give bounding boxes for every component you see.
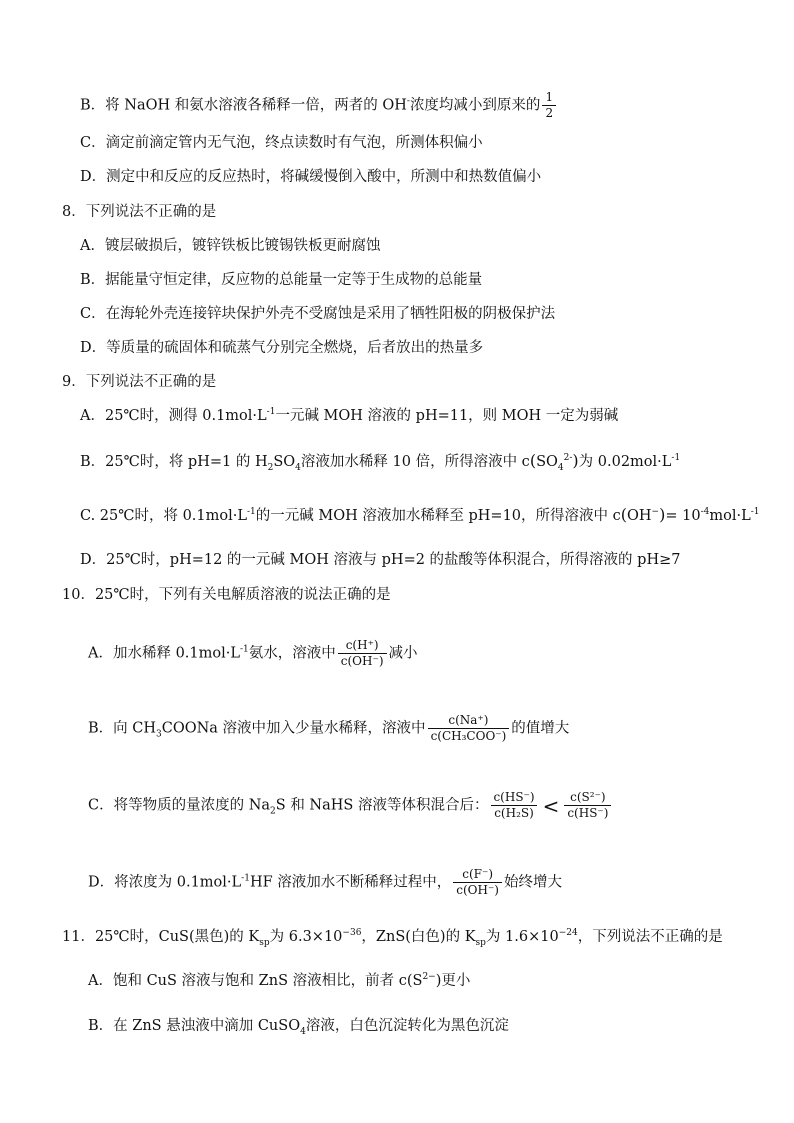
q7-option-c: C．滴定前滴定管内无气泡，终点读数时有气泡，所测体积偏小 xyxy=(80,135,483,151)
fraction-hs-over-h2s: $\frac{c(HS^-)}{\text{c(H₂S)}}$ xyxy=(490,790,537,821)
fraction-f-over-oh: $\frac{c(F^-)}{c(OH^-)}$ xyxy=(453,867,502,898)
q10-option-c: C．将等物质的量浓度的 $Na_2S$ 和 NaHS 溶液等体积混合后： $\frac{c(HS^-)}{\text{c(H₂S)}}$ < $\frac{\text{c(S²⁻)}}{c(HS^-)}$ xyxy=(88,790,613,821)
q8-stem: 8．下列说法不正确的是 xyxy=(62,204,217,220)
q8-option-a: A．镀层破损后，镀锌铁板比镀锡铁板更耐腐蚀 xyxy=(80,238,381,254)
q8-option-b: B．据能量守恒定律，反应物的总能量一定等于生成物的总能量 xyxy=(80,272,483,288)
q9-option-d: D．25℃时，pH=12 的一元碱 MOH 溶液与 pH=2 的盐酸等体积混合，所得溶液的 pH≥7 xyxy=(80,552,681,568)
less-than-sign: < xyxy=(542,793,560,818)
q9-stem: 9．下列说法不正确的是 xyxy=(62,374,217,390)
q8-option-c: C．在海轮外壳连接锌块保护外壳不受腐蚀是采用了牺牲阳极的阴极保护法 xyxy=(80,306,556,322)
fraction-na-over-acetate: $\frac{c(Na^+)}{\text{c(CH₃COO⁻)}}$ xyxy=(428,713,510,744)
q7-option-b: B．将 NaOH 和氨水溶液各稀释一倍，两者的 OH-浓度均减小到原来的 $\frac{1}{2}$ xyxy=(80,90,558,121)
q9-option-c: C. 25℃时，将 $0.1mol\cdot L^{-1}$的一元碱 MOH 溶液加水稀释至 pH=10，所得溶液中 $c(OH^-)= 10^{-4}mol\cdot L^{-1}$ xyxy=(80,505,760,524)
q7-option-d: D．测定中和反应的反应热时，将碱缓慢倒入酸中，所测中和热数值偏小 xyxy=(80,169,542,185)
q10-option-b: B．向 $CH_3COONa$ 溶液中加入少量水稀释，溶液中 $\frac{c(Na^+)}{\text{c(CH₃COO⁻)}}$ 的值增大 xyxy=(88,713,570,743)
q10-option-d: D．将浓度为 $0.1mol\cdot L^{-1}HF$ 溶液加水不断稀释过程中， $\frac{c(F^-)}{c(OH^-)}$ 始终增大 xyxy=(88,867,562,897)
q8-option-d: D．等质量的硫固体和硫蒸气分别完全燃烧，后者放出的热量多 xyxy=(80,340,484,356)
q9-option-b: B．25℃时，将 pH=1 的 $H_2SO_4$溶液加水稀释 10 倍，所得溶液中 $c(SO_4^{2-})$为 $0.02mol\cdot L^{-1}$ xyxy=(80,451,681,473)
q11-option-a: A．饱和 CuS 溶液与饱和 ZnS 溶液相比，前者 $c(S^{2-})$更小 xyxy=(88,972,471,989)
fraction-h-over-oh: $\frac{c(H^+)}{c(OH^-)}$ xyxy=(338,638,387,669)
q10-stem: 10．25℃时，下列有关电解质溶液的说法正确的是 xyxy=(62,587,391,603)
fraction-s-over-hs: $\frac{\text{c(S²⁻)}}{c(HS^-)}$ xyxy=(564,790,611,821)
q11-option-b: B．在 ZnS 悬浊液中滴加 CuSO$_4$溶液，白色沉淀转化为黑色沉淀 xyxy=(88,1018,509,1037)
q10-option-a: A．加水稀释 $0.1mol\cdot L^{-1}$氨水，溶液中 $\frac{c(H^+)}{c(OH^-)}$ 减小 xyxy=(88,638,418,668)
q9-option-a: A．25℃时，测得 $0.1mol\cdot L^{-1}$一元碱 MOH 溶液的 pH=11，则 MOH 一定为弱碱 xyxy=(80,407,619,424)
fraction-half: $\frac{1}{2}$ xyxy=(542,90,556,121)
q11-stem: 11．25℃时，CuS(黑色)的 $K_{sp}$为 $6.3\times 10^{-36}$，ZnS(白色)的 $K_{sp}$为 $1.6\times 10^{-24}$，下列说法不正确的是 xyxy=(62,928,723,948)
